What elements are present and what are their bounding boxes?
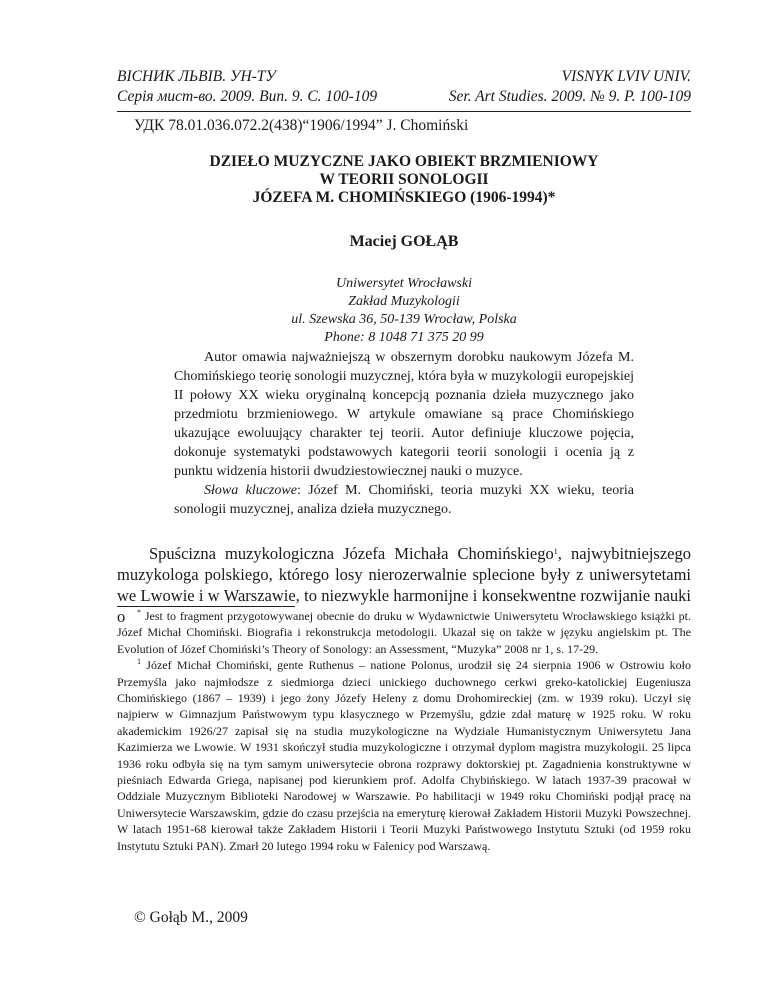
journal-title-uk: ВІСНИК ЛЬВІВ. УН-ТУ: [117, 68, 276, 85]
keywords: [174, 481, 634, 519]
journal-title-en: VISNYK LVIV UNIV.: [561, 68, 691, 85]
body-text-start: Spuścizna muzykologiczna Józefa Michała Chomińskiego: [149, 544, 554, 563]
title-line-3: JÓZEFA M. CHOMIŃSKIEGO (1906-1994)*: [252, 189, 556, 206]
affiliation-university: Uniwersytet Wrocławski: [336, 276, 472, 291]
header-rule: [117, 111, 691, 112]
abstract: [174, 348, 634, 519]
copyright: © Gołąb M., 2009: [134, 909, 248, 926]
udk-code: УДК 78.01.036.072.2(438)“1906/1994” J. Chomiński: [134, 117, 469, 134]
body-text-rest: , najwybitniejszego muzykologa polskiego, którego losy nierozerwalnie splecione były z uniwersytetami we Lwowie i w Warszawie, to niezwykle harmonijne i konsekwentne rozwijanie nauki o: [117, 544, 691, 626]
footnote-ref-1[interactable]: 1: [553, 547, 558, 556]
journal-citation-uk: Серія мист-во. 2009. Вип. 9. С. 100-109: [117, 88, 378, 105]
footnote-1: [117, 657, 691, 854]
abstract-text: Autor omawia najważniejszą w obszernym dorobku naukowym Józefa M. Chomińskiego teorię sonologii muzycznej, która była w muzykologii europejskiej II połowy XX wieku oryginalną koncepcją poznania dzieła muzycznego jako przedmiotu brzmieniowego. W artykule omawiane są prace Chomińskiego ukazujące ewoluujący charakter tej teorii. Autor definiuje kluczowe pojęcia, dokonuje systematyki podstawowych kategorii teorii sonologii i ocenia ją z punktu widzenia historii dwudziestowiecznej nauki o muzyce.: [174, 350, 634, 479]
footnote-star: [117, 608, 691, 657]
affiliation-department: Zakład Muzykologii: [348, 294, 460, 309]
title-line-1: DZIEŁO MUZYCZNE JAKO OBIEKT BRZMIENIOWY: [209, 153, 599, 170]
author-name: Maciej GOŁĄB: [349, 233, 459, 250]
footnote-star-text: Jest to fragment przygotowywanej obecnie do druku w Wydawnictwie Uniwersytetu Wrocławskiego książki pt. Józef Michał Chomiński. Biografia i rekonstrukcja metodologii. Ukazał się on także w języku angielskim pt. The Evolution of Józef Chomiński’s Theory of Sonology: an Assessment, “Muzyka” 2008 nr 1, s. 17-29.: [117, 609, 691, 656]
keywords-list: : Józef M. Chomiński, teoria muzyki XX wieku, teoria sonologii muzycznej, analiza dzieła muzycznego.: [174, 483, 635, 517]
footnote-rule: [117, 606, 295, 607]
affiliation: [117, 275, 691, 347]
footnotes: [117, 608, 691, 854]
running-header-right: [449, 67, 691, 107]
affiliation-phone: Phone: 8 1048 71 375 20 99: [324, 330, 484, 345]
keywords-label: Słowa kluczowe: [204, 483, 297, 498]
footnote-1-text: Józef Michał Chomiński, gente Ruthenus – natione Polonus, urodził się 24 sierpnia 1906 w Ostrowiu koło Przemyśla jako najmłodsze z siedmiorga dzieci unickiego duchownego cerkwi greko-katolickiej Eugeniusza Chomińskiego (1867 – 1939) i jego żony Józefy Heleny z domu Drohomireckiej (zm. w 1939 roku). Uczył się najpierw w Gimnazjum Państwowym typu klasycznego w Przemyślu, gdzie zdał maturę w 1925 roku. W roku akademickim 1926/27 zapisał się na studia muzykologiczne na Wydziale Humanistycznym Uniwersytetu Jana Kazimierza we Lwowie. W 1931 skończył studia muzykologiczne i otrzymał dyplom magistra muzykologii. 25 lipca 1936 roku odbyła się na tym samym uniwersytecie obrona rozprawy doktorskiej pt. Zagadnienia konstruktywne w pieśniach Edwarda Griega, napisanej pod kierunkiem prof. Adolfa Chybińskiego. W latach 1937-39 pracował w Oddziale Muzycznym Biblioteki Narodowej w Warszawie. Po habilitacji w 1949 roku Chomiński podjął pracę na Uniwersytecie Warszawskim, gdzie do czasu przejścia na emeryturę kierował Zakładem Historii Muzyki Powszechnej. W latach 1951-68 kierował także Zakładem Historii i Teorii Muzyki Państwowego Instytutu Sztuki (od 1959 roku Instytutu Sztuki PAN). Zmarł 20 lutego 1994 roku w Falenicy pod Warszawą.: [117, 658, 691, 853]
running-header-left: [117, 67, 377, 107]
title-line-2: W TEORII SONOLOGII: [319, 171, 489, 188]
article-title: [117, 153, 691, 207]
journal-citation-en: Ser. Art Studies. 2009. № 9. P. 100-109: [448, 88, 691, 105]
affiliation-address: ul. Szewska 36, 50-139 Wrocław, Polska: [291, 312, 517, 327]
footnote-1-mark: 1: [137, 657, 141, 667]
footnote-star-mark: *: [137, 608, 141, 617]
